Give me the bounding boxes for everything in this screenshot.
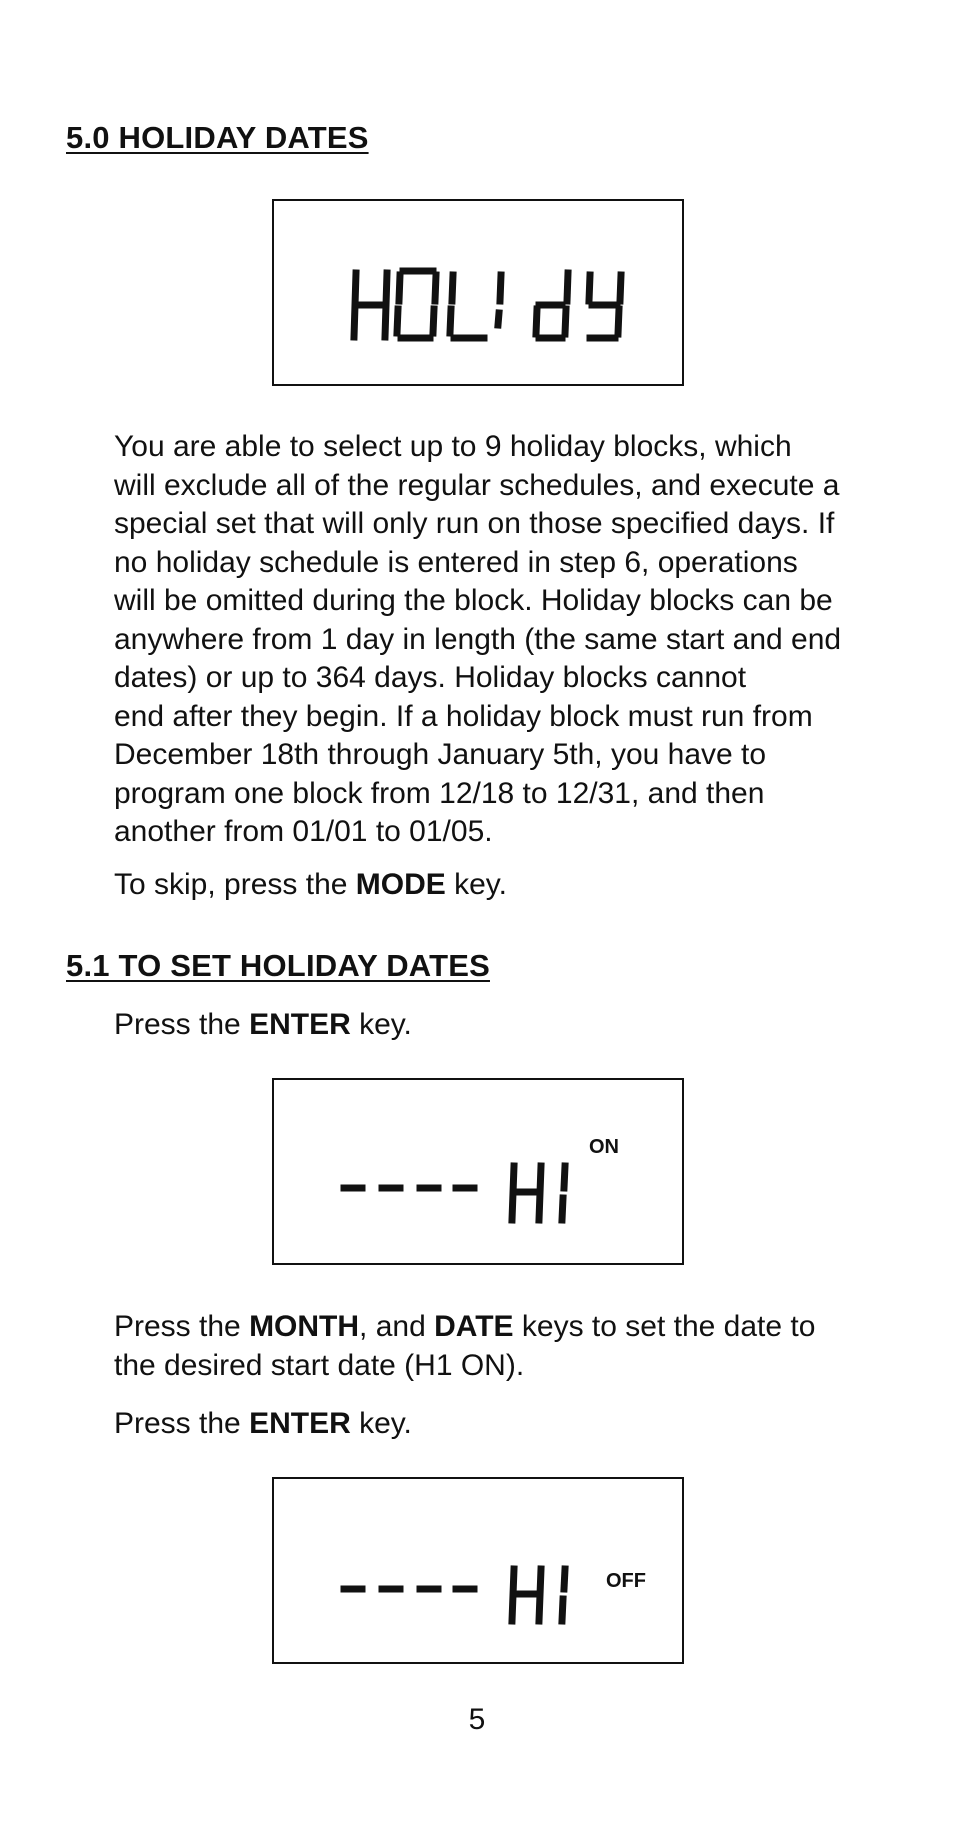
on-indicator: ON (589, 1136, 619, 1158)
lcd-h1-off-segments (274, 1479, 681, 1661)
step-press-enter-2: Press the ENTER key. (114, 1407, 412, 1440)
lcd-display-h1-off (272, 1477, 684, 1664)
enter-key-label: ENTER (249, 1008, 351, 1041)
description-line: will be omitted during the block. Holiday blocks can be (114, 584, 833, 617)
skip-instruction: To skip, press the MODE key. (114, 868, 507, 901)
description-line: You are able to select up to 9 holiday blocks, which (114, 430, 792, 463)
lcd-display-holiday (272, 199, 684, 386)
lcd-holiday-segments (274, 201, 681, 383)
description-line: end after they begin. If a holiday block must run from (114, 699, 813, 733)
month-key-label: MONTH (249, 1310, 360, 1343)
description-line: will exclude all of the regular schedules, and execute a (114, 468, 840, 502)
description-line: another from 01/01 to 01/05. (114, 815, 493, 848)
mode-key-label: MODE (355, 868, 446, 901)
description-line: dates) or up to 364 days. Holiday blocks cannot (114, 661, 747, 694)
step-press-enter-1: Press the ENTER key. (114, 1008, 412, 1041)
enter-key-label: ENTER (249, 1407, 351, 1440)
description-line: no holiday schedule is entered in step 6, operations (114, 545, 798, 579)
step-set-start-date: Press the MONTH, and DATE keys to set the date to the desired start date (H1 ON). (114, 1310, 816, 1382)
section-heading-set-holiday-dates: 5.1 TO SET HOLIDAY DATES (66, 948, 490, 983)
date-key-label: DATE (434, 1310, 514, 1343)
description-line: anywhere from 1 day in length (the same start and end (114, 622, 842, 656)
holiday-description (114, 428, 904, 852)
description-line: December 18th through January 5th, you have to (114, 738, 767, 771)
off-indicator: OFF (606, 1570, 646, 1592)
description-line: program one block from 12/18 to 12/31, and then (114, 776, 765, 810)
page-number: 5 (468, 1703, 486, 1736)
description-line: special set that will only run on those specified days. If (114, 507, 835, 540)
lcd-display-h1-on (272, 1078, 684, 1265)
lcd-h1-on-segments (274, 1080, 681, 1262)
section-heading-holiday-dates: 5.0 HOLIDAY DATES (66, 120, 369, 155)
